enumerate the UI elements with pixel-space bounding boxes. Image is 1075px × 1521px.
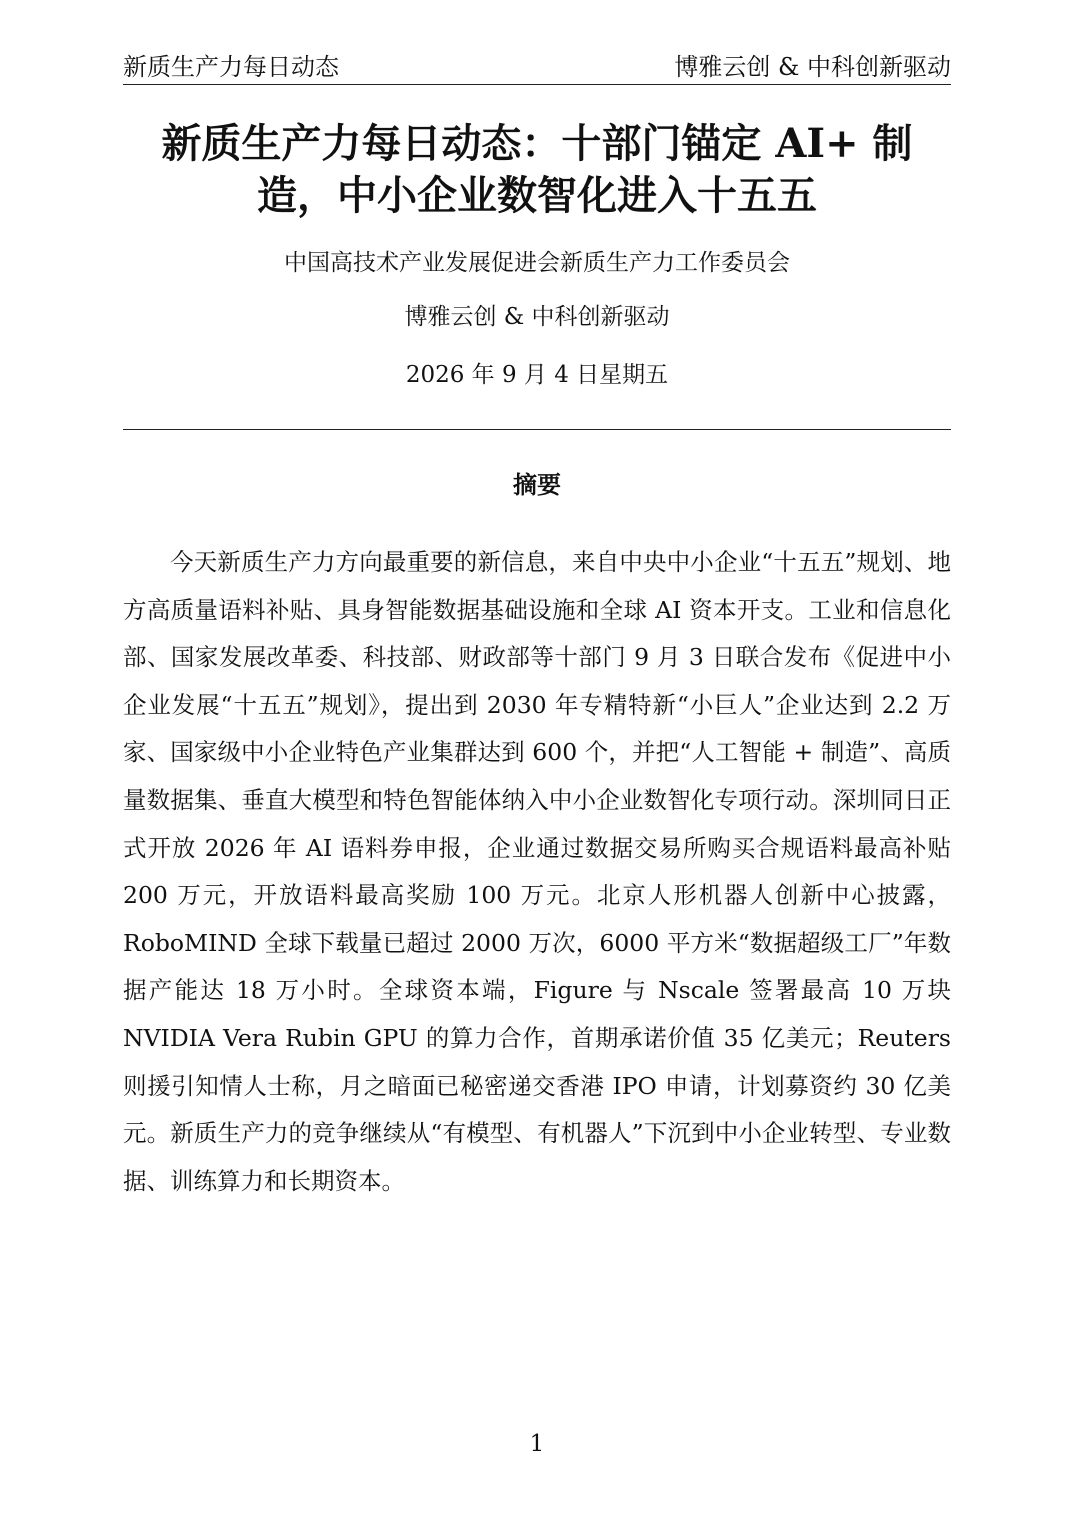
running-header: [123, 50, 951, 85]
publication-date: 2026 年 9 月 4 日星期五: [405, 362, 669, 388]
affiliation: 中国高技术产业发展促进会新质生产力工作委员会: [284, 250, 790, 276]
abstract-heading: 摘要: [513, 470, 561, 499]
title-divider: [123, 429, 951, 430]
document-page: [123, 0, 951, 1521]
authors: 博雅云创 & 中科创新驱动: [404, 304, 670, 330]
paper-title: 新质生产力每日动态：十部门锚定 AI+ 制造，中小企业数智化进入十五五: [161, 120, 913, 219]
header-left-text: 新质生产力每日动态: [123, 53, 339, 81]
header-right-text: 博雅云创 & 中科创新驱动: [674, 53, 951, 81]
abstract-body: 今天新质生产力方向最重要的新信息，来自中央中小企业“十五五”规划、地方高质量语料补贴、具身智能数据基础设施和全球 AI 资本开支。工业和信息化部、国家发展改革委、科技部、财政部等十部门 9 月 3 日联合发布《促进中小企业发展“十五五”规划》，提出到 2030 年专精特新“小巨人”企业达到 2.2 万家、国家级中小企业特色产业集群达到 600 个，并把“人工智能 + 制造”、高质量数据集、垂直大模型和特色智能体纳入中小企业数智化专项行动。深圳同日正式开放 2026 年 AI 语料券申报，企业通过数据交易所购买合规语料最高补贴 200 万元，开放语料最高奖励 100 万元。北京人形机器人创新中心披露，RoboMIND 全球下载量已超过 2000 万次，6000 平方米“数据超级工厂”年数据产能达 18 万小时。全球资本端，Figure 与 Nscale 签署最高 10 万块 NVIDIA Vera Rubin GPU 的算力合作，首期承诺价值 35 亿美元；Reuters 则援引知情人士称，月之暗面已秘密递交香港 IPO 申请，计划募资约 30 亿美元。新质生产力的竞争继续从“有模型、有机器人”下沉到中小企业转型、专业数据、训练算力和长期资本。: [123, 548, 951, 1195]
page-number: 1: [529, 1431, 545, 1457]
